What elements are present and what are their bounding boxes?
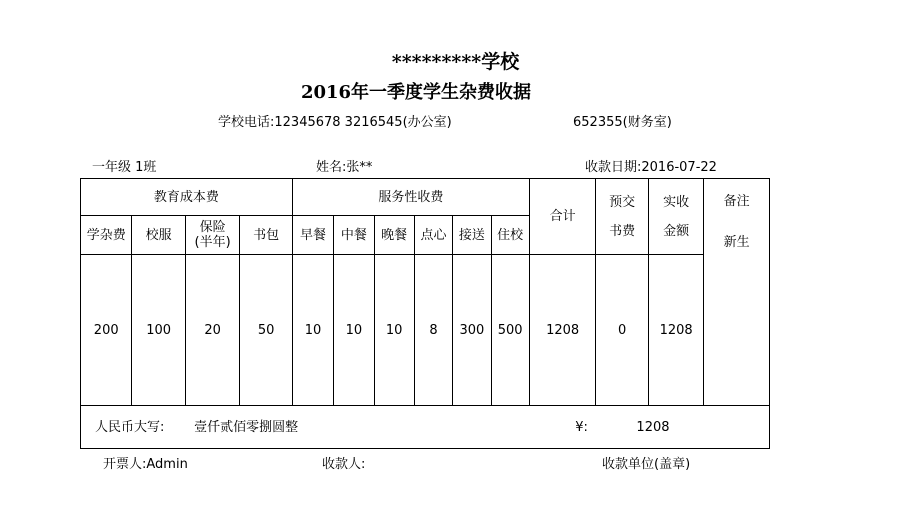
value-prepay: 0 [596, 255, 648, 406]
edu-cost-group-header: 教育成本费 [81, 179, 293, 216]
prepay-header: 预交 书费 [596, 179, 648, 255]
finance-phone: 652355(财务室) [573, 115, 672, 130]
value-insurance: 20 [185, 255, 239, 406]
yen-symbol: ¥: [575, 419, 588, 435]
student-name: 姓名:张** [316, 160, 373, 175]
value-dinner: 10 [374, 255, 414, 406]
issuer: 开票人:Admin [103, 457, 188, 472]
col-schoolbag: 书包 [240, 216, 292, 255]
value-paid: 1208 [648, 255, 703, 406]
col-snack: 点心 [414, 216, 452, 255]
value-snack: 8 [414, 255, 452, 406]
school-name: *********学校 [391, 51, 520, 73]
col-tuition: 学杂费 [81, 216, 132, 255]
col-insurance: 保险 (半年) [185, 216, 239, 255]
value-tuition: 200 [81, 255, 132, 406]
value-schoolbag: 50 [240, 255, 292, 406]
school-phone: 学校电话:12345678 3216545(办公室) [218, 115, 452, 130]
service-fee-group-header: 服务性收费 [292, 179, 529, 216]
col-breakfast: 早餐 [292, 216, 333, 255]
value-breakfast: 10 [292, 255, 333, 406]
note-header: 备注 [723, 194, 750, 209]
value-lunch: 10 [334, 255, 374, 406]
receipt-title: 2016年一季度学生杂费收据 [300, 82, 532, 103]
note-cell [704, 179, 770, 406]
col-uniform: 校服 [132, 216, 185, 255]
receiving-unit: 收款单位(盖章) [602, 457, 691, 472]
rmb-words: 壹仟贰佰零捌圆整 [194, 419, 299, 435]
col-dinner: 晚餐 [374, 216, 414, 255]
amount-in-words-row [81, 406, 770, 449]
grade-class: 一年级 1班 [92, 160, 157, 175]
value-uniform: 100 [132, 255, 185, 406]
col-boarding: 住校 [491, 216, 529, 255]
col-lunch: 中餐 [334, 216, 374, 255]
yen-value: 1208 [636, 419, 670, 435]
value-total: 1208 [529, 255, 596, 406]
note-value: 新生 [723, 235, 750, 250]
paid-header: 实收 金额 [648, 179, 703, 255]
total-header: 合计 [529, 179, 596, 255]
fee-table [80, 178, 770, 449]
payee: 收款人: [322, 457, 366, 472]
value-boarding: 500 [491, 255, 529, 406]
col-shuttle: 接送 [453, 216, 491, 255]
payment-date: 收款日期:2016-07-22 [585, 160, 717, 175]
rmb-label: 人民币大写: [95, 419, 165, 435]
value-shuttle: 300 [453, 255, 491, 406]
